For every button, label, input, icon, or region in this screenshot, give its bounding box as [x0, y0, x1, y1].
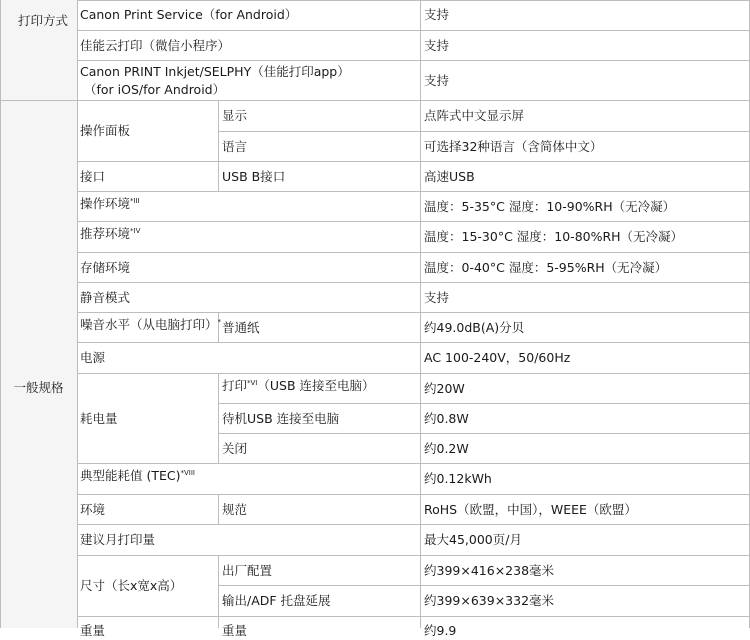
consumption-print-text: 打印 — [222, 378, 248, 393]
panel-display-sub: 显示 — [222, 108, 248, 123]
category-print-methods: 打印方式 — [18, 13, 69, 28]
noise-text: 噪音水平（从电脑打印） — [80, 317, 218, 332]
panel-label: 操作面板 — [80, 123, 131, 138]
category-general: 一般规格 — [13, 380, 64, 395]
noise-sub: 普通纸 — [222, 319, 260, 335]
quiet-mode-label: 静音模式 — [80, 289, 131, 305]
print-method-item: 佳能云打印（微信小程序） — [80, 37, 231, 53]
interface-sub: USB B接口 — [222, 168, 286, 184]
interface-value: 高速USB — [424, 168, 475, 184]
print-method-value: 支持 — [424, 7, 450, 22]
interface-label: 接口 — [80, 168, 106, 184]
consumption-print-tail: （USB 连接至电脑） — [257, 378, 375, 393]
weight-value: 约9.9 — [424, 623, 457, 638]
print-method-item — [77, 61, 420, 100]
environment-value: RoHS（欧盟，中国），WEEE（欧盟） — [424, 501, 637, 517]
monthly-volume-value: 最大45,000页/月 — [424, 532, 522, 547]
storage-env-value: 温度：0-40°C 湿度：5-95%RH（无冷凝） — [424, 259, 668, 275]
power-label: 电源 — [80, 350, 106, 365]
consumption-standby-sub: 待机USB 连接至电脑 — [222, 410, 340, 426]
consumption-off-sub: 关闭 — [222, 440, 248, 456]
quiet-mode-value: 支持 — [424, 289, 450, 305]
recommended-env-label — [77, 222, 420, 252]
print-method-value: 支持 — [424, 37, 450, 53]
size-extended-sub: 输出/ADF 托盘延展 — [222, 593, 331, 608]
size-factory-sub: 出厂配置 — [222, 562, 273, 578]
recommended-env-text: 推荐环境 — [80, 226, 131, 241]
operating-env-text: 操作环境 — [80, 196, 131, 211]
consumption-label: 耗电量 — [80, 410, 118, 426]
panel-language-value: 可选择32种语言（含简体中文） — [424, 138, 603, 154]
panel-language-sub: 语言 — [222, 138, 248, 154]
environment-label: 环境 — [80, 501, 106, 517]
panel-display-value: 点阵式中文显示屏 — [424, 108, 525, 123]
tec-text: 典型能耗值 (TEC) — [80, 468, 181, 483]
power-value: AC 100-240V，50/60Hz — [424, 350, 571, 365]
noise-value: 约49.0dB(A)分贝 — [424, 319, 525, 335]
grid-line — [0, 0, 1, 628]
tec-value: 约0.12kWh — [424, 471, 492, 486]
operating-env-label — [77, 192, 420, 221]
weight-sub: 重量 — [222, 623, 248, 638]
print-method-item-line2: （for iOS/for Android） — [84, 81, 226, 97]
size-label: 尺寸（长x宽x高） — [80, 578, 183, 593]
print-method-item-line1: Canon PRINT Inkjet/SELPHY（佳能打印app） — [80, 63, 350, 79]
consumption-off-value: 约0.2W — [424, 440, 469, 456]
footnote-mark: *III — [130, 197, 140, 205]
footnote-mark: *VIII — [180, 469, 195, 477]
monthly-volume-label: 建议月打印量 — [80, 532, 156, 547]
print-method-item: Canon Print Service（for Android） — [80, 7, 298, 22]
footnote-mark: *IV — [130, 227, 141, 235]
grid-line — [77, 616, 750, 617]
footnote-mark: *VI — [247, 379, 258, 387]
size-factory-value: 约399×416×238毫米 — [424, 562, 555, 578]
print-method-value: 支持 — [424, 72, 450, 88]
noise-label — [77, 313, 222, 342]
category-shade-general — [0, 101, 77, 628]
footnote-mark: * — [217, 318, 222, 326]
consumption-print-sub — [219, 374, 420, 403]
storage-env-label: 存储环境 — [80, 259, 131, 275]
weight-label: 重量 — [80, 623, 106, 638]
size-extended-value: 约399×639×332毫米 — [424, 593, 555, 608]
environment-sub: 规范 — [222, 501, 248, 517]
consumption-standby-value: 约0.8W — [424, 410, 469, 426]
tec-label — [77, 464, 420, 494]
consumption-print-value: 约20W — [424, 380, 465, 396]
recommended-env-value: 温度：15-30°C 湿度：10-80%RH（无冷凝） — [424, 229, 684, 244]
operating-env-value: 温度：5-35°C 湿度：10-90%RH（无冷凝） — [424, 198, 676, 214]
